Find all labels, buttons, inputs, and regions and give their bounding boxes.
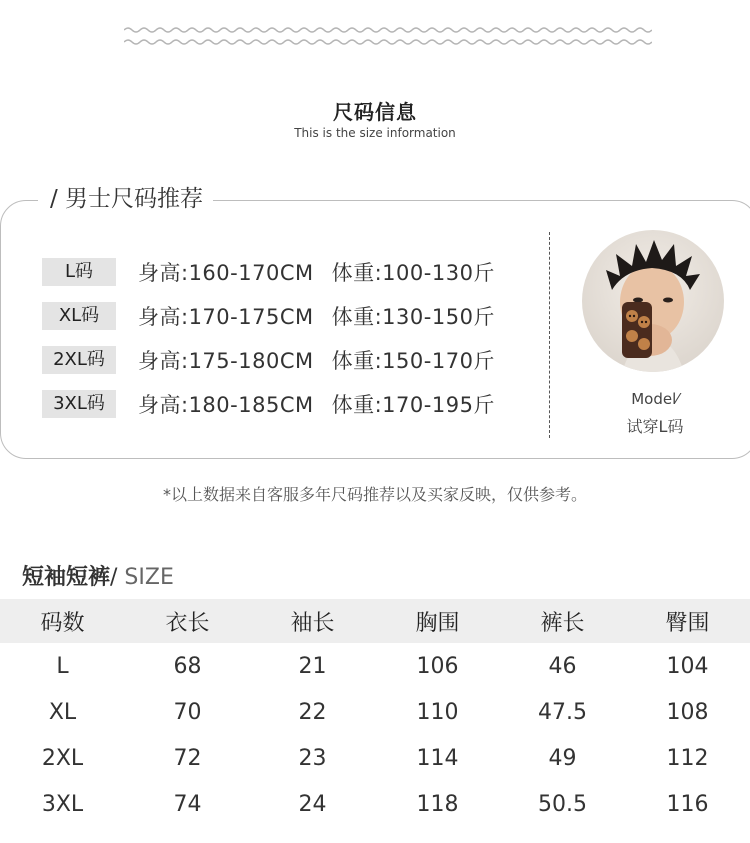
table-cell: 68 — [173, 653, 202, 679]
table-cell: 116 — [666, 791, 709, 817]
top-wave-divider — [124, 26, 652, 34]
table-cell: XL — [48, 699, 77, 725]
recommend-row — [42, 346, 495, 374]
model-size: 试穿L码 — [626, 417, 684, 436]
recommend-row — [42, 258, 495, 286]
table-cell: 46 — [548, 653, 577, 679]
header-cell: 裤长 — [540, 610, 585, 636]
table-cell: 104 — [666, 653, 709, 679]
table-cell: 21 — [298, 653, 327, 679]
table-cell: 47.5 — [538, 699, 587, 725]
size-badge: L码 — [42, 258, 116, 286]
recommend-title: / 男士尺码推荐 — [38, 184, 213, 214]
size-desc — [138, 345, 495, 375]
table-cell: 72 — [173, 745, 202, 771]
page-subtitle: This is the size information — [294, 126, 456, 140]
table-cell: 23 — [298, 745, 327, 771]
table-cell: L — [56, 653, 69, 679]
table-row — [0, 781, 750, 827]
table-body — [0, 643, 750, 827]
size-desc — [138, 301, 495, 331]
table-cell: 3XL — [41, 791, 84, 817]
table-cell: 110 — [416, 699, 459, 725]
table-title — [22, 560, 174, 591]
disclaimer-note: *以上数据来自客服多年尺码推荐以及买家反映，仅供参考。 — [162, 485, 587, 504]
table-cell: 2XL — [41, 745, 84, 771]
weight-range: 体重:130-150斤 — [331, 305, 495, 329]
table-cell: 118 — [416, 791, 459, 817]
header-cell: 胸围 — [415, 610, 460, 636]
table-header — [0, 599, 750, 643]
table-cell: 49 — [548, 745, 577, 771]
table-title-sep: / — [110, 565, 125, 590]
weight-range: 体重:100-130斤 — [331, 261, 495, 285]
recommend-row — [42, 390, 495, 418]
table-title-en: SIZE — [124, 565, 174, 590]
weight-range: 体重:150-170斤 — [331, 349, 495, 373]
size-desc — [138, 389, 495, 419]
header-cell: 臀围 — [665, 610, 710, 636]
table-cell: 106 — [416, 653, 459, 679]
table-cell: 108 — [666, 699, 709, 725]
height-range: 身高:175-180CM — [138, 349, 314, 373]
weight-range: 体重:170-195斤 — [331, 393, 495, 417]
size-desc — [138, 257, 495, 287]
table-title-cn: 短袖短裤 — [22, 565, 111, 590]
height-range: 身高:170-175CM — [138, 305, 314, 329]
model-label: Model⁄ — [631, 390, 679, 408]
table-row — [0, 735, 750, 781]
table-cell: 112 — [666, 745, 709, 771]
dashed-divider — [549, 232, 550, 438]
header-cell: 衣长 — [165, 610, 210, 636]
bottom-wave-divider — [124, 38, 652, 46]
height-range: 身高:160-170CM — [138, 261, 314, 285]
recommend-row — [42, 302, 495, 330]
header-cell: 码数 — [40, 610, 85, 636]
table-cell: 24 — [298, 791, 327, 817]
height-range: 身高:180-185CM — [138, 393, 314, 417]
model-avatar — [582, 230, 724, 372]
table-row — [0, 689, 750, 735]
table-cell: 50.5 — [538, 791, 587, 817]
size-badge: XL码 — [42, 302, 116, 330]
size-table — [0, 599, 750, 827]
table-cell: 114 — [416, 745, 459, 771]
table-row — [0, 643, 750, 689]
table-cell: 70 — [173, 699, 202, 725]
page-title: 尺码信息 — [333, 100, 417, 124]
size-badge: 2XL码 — [42, 346, 116, 374]
size-badge: 3XL码 — [42, 390, 116, 418]
table-cell: 74 — [173, 791, 202, 817]
header-cell: 袖长 — [290, 610, 335, 636]
table-cell: 22 — [298, 699, 327, 725]
